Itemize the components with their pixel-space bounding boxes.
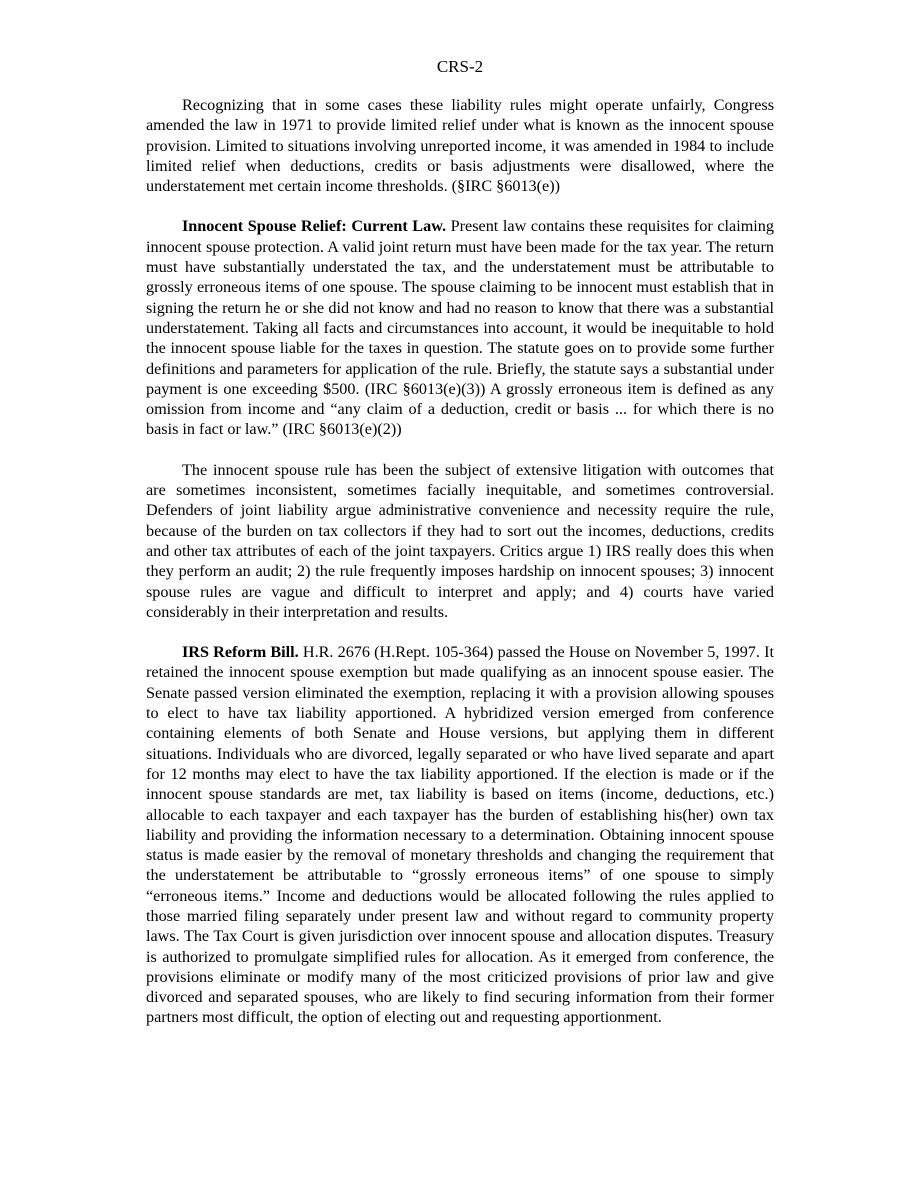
paragraph-text: Present law contains these requisites for claiming innocent spouse protection. A valid joint return must have been made for the tax year. The return must have substantially understated the tax, and the understatement must be attributable to grossly erroneous items of one spouse. The spouse claiming to be innocent must establish that in signing the return he or she did not know and had no reason to know that there was a substantial understatement. Taking all facts and circumstances into account, it would be inequitable to hold the innocent spouse liable for the taxes in question. The statute goes on to provide some further definitions and parameters for application of the rule. Briefly, the statute says a substantial under payment is one exceeding $500. (IRC §6013(e)(3)) A grossly erroneous item is defined as any omission from income and “any claim of a deduction, credit or basis ... for which there is no basis in fact or law.” (IRC §6013(e)(2)) xyxy=(146,217,774,439)
section-heading-current-law: Innocent Spouse Relief: Current Law. xyxy=(182,217,447,236)
paragraph-text: The innocent spouse rule has been the subject of extensive litigation with outcomes that are sometimes inconsistent, sometimes facially inequitable, and sometimes controversial. Defenders of joint liability argue administrative convenience and necessity require the rule, because of the burden on tax collectors if they had to sort out the incomes, deductions, credits and other tax attributes of each of the joint taxpayers. Critics argue 1) IRS really does this when they perform an audit; 2) the rule frequently imposes hardship on innocent spouses; 3) innocent spouse rules are vague and difficult to interpret and apply; and 4) courts have varied considerably in their interpretation and results. xyxy=(146,460,774,621)
section-heading-irs-reform-bill: IRS Reform Bill. xyxy=(182,643,299,662)
paragraph-innocent-spouse-history xyxy=(146,95,774,196)
paragraph-text: H.R. 2676 (H.Rept. 105-364) passed the House on November 5, 1997. It retained the innocent spouse exemption but made qualifying as an innocent spouse easier. The Senate passed version eliminated the exemption, replacing it with a provision allowing spouses to elect to have tax liability apportioned. A hybridized version emerged from conference containing elements of both Senate and House versions, but applying them in different situations. Individuals who are divorced, legally separated or who have lived separate and apart for 12 months may elect to have the tax liability apportioned. If the election is made or if the innocent spouse standards are met, tax liability is based on items (income, deductions, etc.) allocable to each taxpayer and each taxpayer has the burden of establishing his(her) own tax liability and providing the information necessary to a determination. Obtaining innocent spouse status is made easier by the removal of monetary thresholds and changing the requirement that the understatement be attributable to “grossly erroneous items” of one spouse to simply “erroneous items.” Income and deductions would be allocated following the rules applied to those married filing separately under present law and without regard to community property laws. The Tax Court is given jurisdiction over innocent spouse and allocation disputes. Treasury is authorized to promulgate simplified rules for allocation. As it emerged from conference, the provisions eliminate or modify many of the most criticized provisions of prior law and give divorced and separated spouses, who are likely to find securing information from their former partners most difficult, the option of electing out and requesting apportionment. xyxy=(146,643,775,1027)
paragraph-irs-reform-bill xyxy=(146,642,774,1028)
page-header: CRS-2 xyxy=(436,57,484,76)
paragraph-text: Recognizing that in some cases these liability rules might operate unfairly, Congress amended the law in 1971 to provide limited relief under what is known as the innocent spouse provision. Limited to situations involving unreported income, it was amended in 1984 to include limited relief when deductions, credits or basis adjustments were disallowed, where the understatement met certain income thresholds. (§IRC §6013(e)) xyxy=(146,96,774,196)
paragraph-litigation xyxy=(146,460,774,622)
paragraph-current-law xyxy=(146,216,774,439)
document-body xyxy=(146,95,774,1048)
